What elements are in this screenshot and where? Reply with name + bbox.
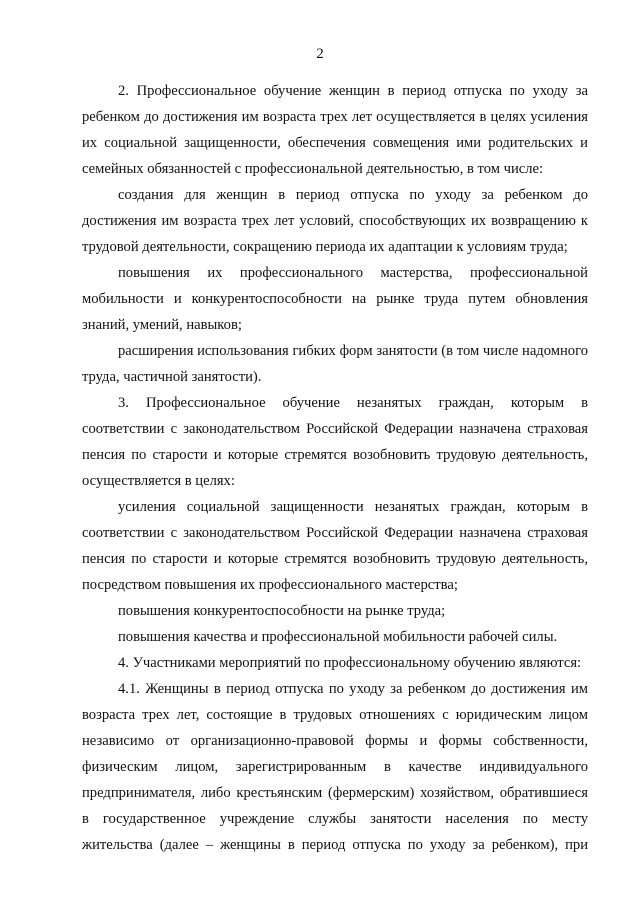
paragraph-2-item-2: повышения их профессионального мастерства, профессиональной мобильности и конкурентоспособности на рынке труда путем обновления знаний, умений, навыков;	[82, 265, 588, 333]
paragraph-4: 4. Участниками мероприятий по профессиональному обучению являются:	[118, 655, 582, 671]
paragraph-2-item-1: создания для женщин в период отпуска по уходу за ребенком до достижения им возраста трех лет условий, способствующих их возвращению к трудовой деятельности, сокращению периода их адаптации к условиям труда;	[82, 187, 588, 255]
paragraph-3-item-3: повышения качества и профессиональной мобильности рабочей силы.	[118, 629, 558, 645]
page-number: 2	[316, 46, 324, 62]
paragraph-2-item-3: расширения использования гибких форм занятости (в том числе надомного труда, частичной занятости).	[82, 343, 588, 385]
paragraph-3-item-2: повышения конкурентоспособности на рынке труда;	[118, 603, 446, 619]
paragraph-3-item-1: усиления социальной защищенности незанятых граждан, которым в соответствии с законодательством Российской Федерации назначена страховая пенсия по старости и которые стремятся возобновить трудовую деятельность, посредством повышения их профессионального мастерства;	[82, 499, 588, 593]
document-body	[82, 78, 588, 858]
paragraph-4-1: 4.1. Женщины в период отпуска по уходу за ребенком до достижения им возраста трех лет, состоящие в трудовых отношениях с юридическим лицом независимо от организационно-правовой формы и формы собственности, физическим лицом, зарегистрированным в качестве индивидуального предпринимателя, либо крестьянским (фермерским) хозяйством, обратившиеся в государственное учреждение службы занятости населения по месту жительства (далее – женщины в период отпуска по уходу за ребенком), при	[82, 681, 588, 853]
paragraph-2: 2. Профессиональное обучение женщин в период отпуска по уходу за ребенком до достижения им возраста трех лет осуществляется в целях усиления их социальной защищенности, обеспечения совмещения ими родительских и семейных обязанностей с профессиональной деятельностью, в том числе:	[82, 83, 588, 177]
paragraph-3: 3. Профессиональное обучение незанятых граждан, которым в соответствии с законодательством Российской Федерации назначена страховая пенсия по старости и которые стремятся возобновить трудовую деятельность, осуществляется в целях:	[82, 395, 588, 489]
